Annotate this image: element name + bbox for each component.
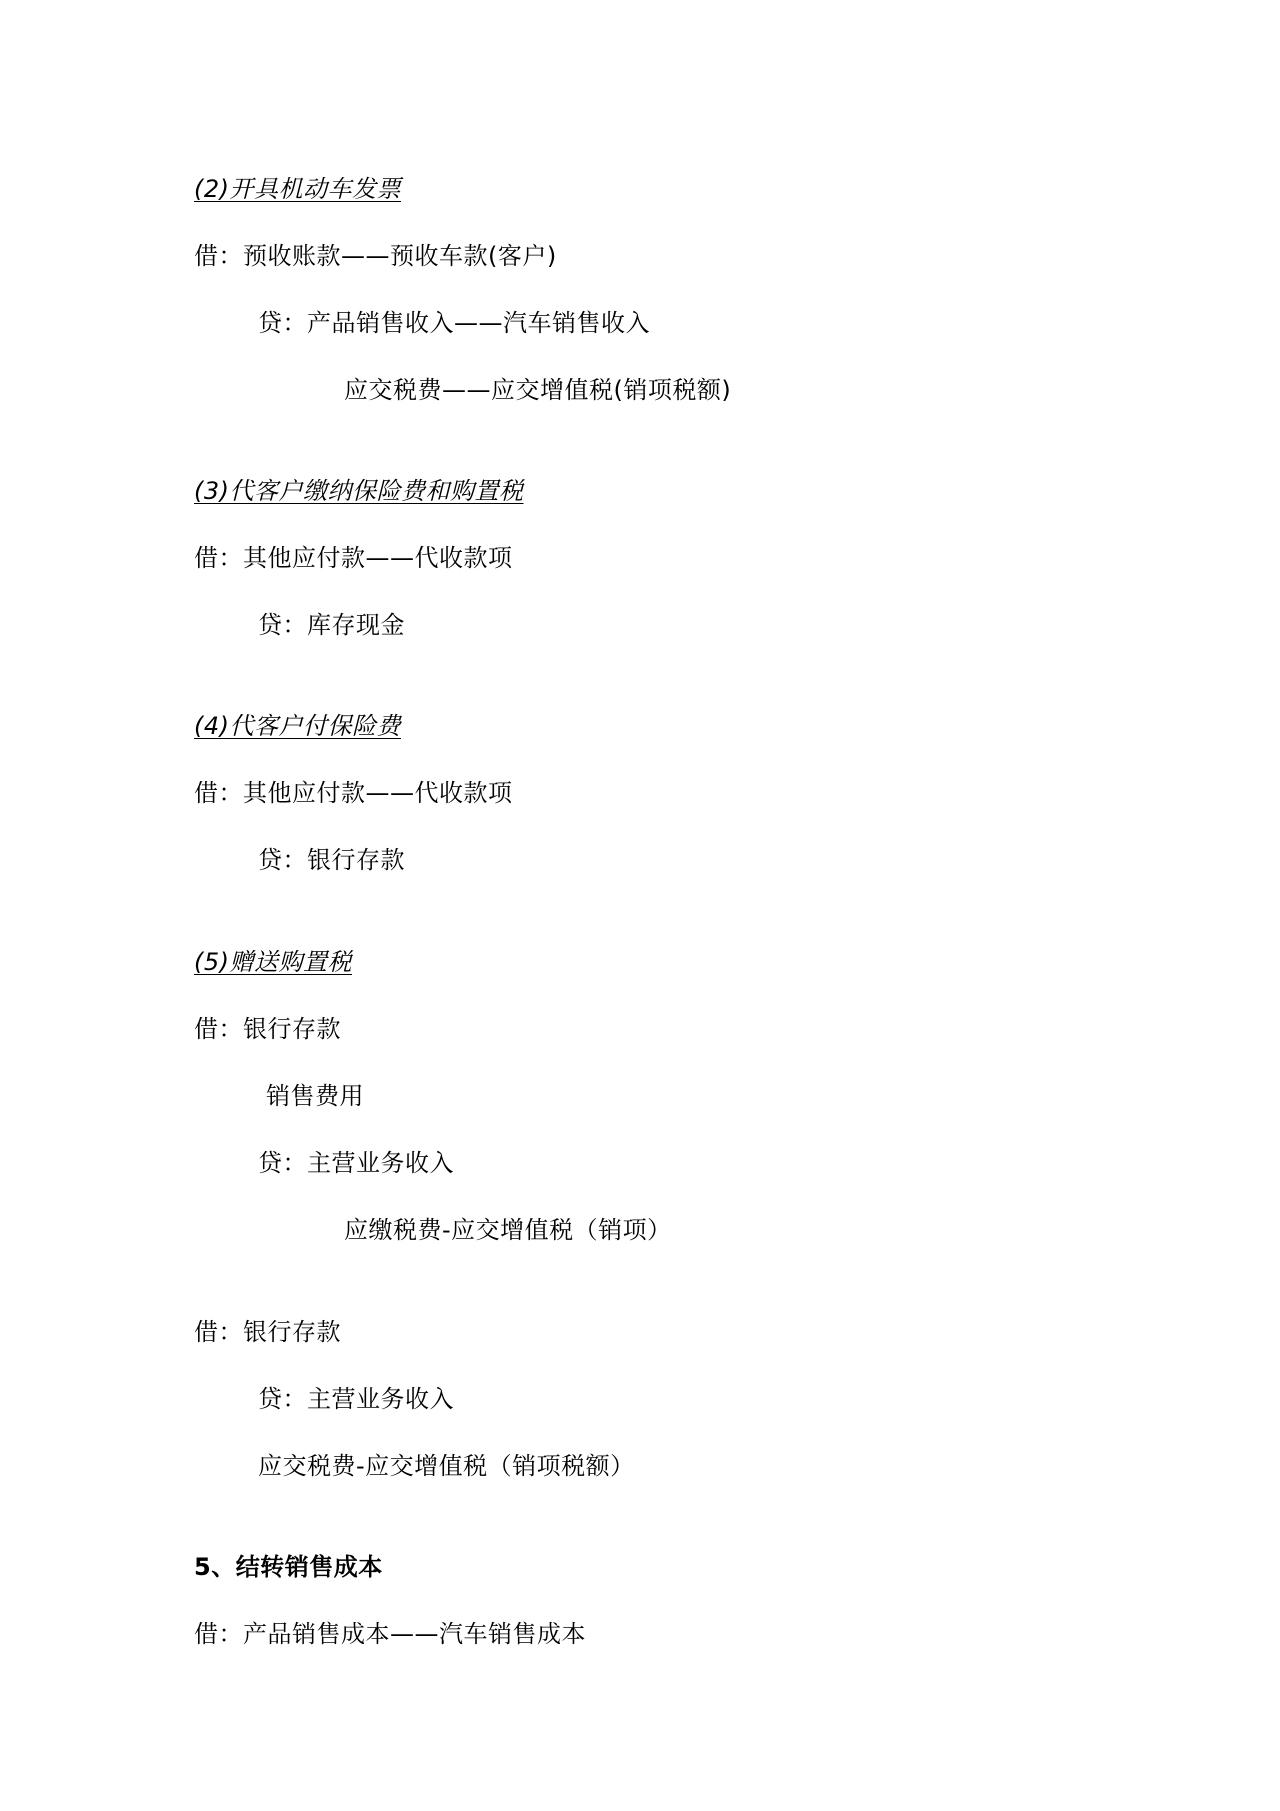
credit-line-continued: 应交税费-应交增值税（销项税额） [258, 1452, 635, 1480]
debit-line: 借：产品销售成本——汽车销售成本 [194, 1620, 586, 1648]
credit-line: 贷：银行存款 [258, 846, 405, 874]
section-heading: (3)代客户缴纳保险费和购置税 [194, 477, 524, 505]
credit-line: 贷：主营业务收入 [258, 1149, 454, 1177]
debit-line: 借：预收账款——预收车款(客户) [194, 242, 557, 270]
credit-line-continued: 应交税费——应交增值税(销项税额) [344, 376, 732, 404]
section-title: 5、结转销售成本 [194, 1553, 383, 1581]
debit-line: 借：其他应付款——代收款项 [194, 779, 513, 807]
debit-line: 借：其他应付款——代收款项 [194, 544, 513, 572]
debit-line-continued: 销售费用 [266, 1082, 364, 1110]
debit-line: 借：银行存款 [194, 1318, 341, 1346]
debit-line: 借：银行存款 [194, 1015, 341, 1043]
credit-line: 贷：库存现金 [258, 611, 405, 639]
section-heading: (4)代客户付保险费 [194, 712, 401, 740]
section-heading: (5)赠送购置税 [194, 948, 352, 976]
credit-line: 贷：主营业务收入 [258, 1385, 454, 1413]
credit-line-continued: 应缴税费-应交增值税（销项） [344, 1216, 672, 1244]
credit-line: 贷：产品销售收入——汽车销售收入 [258, 309, 650, 337]
section-heading: (2)开具机动车发票 [194, 175, 401, 203]
